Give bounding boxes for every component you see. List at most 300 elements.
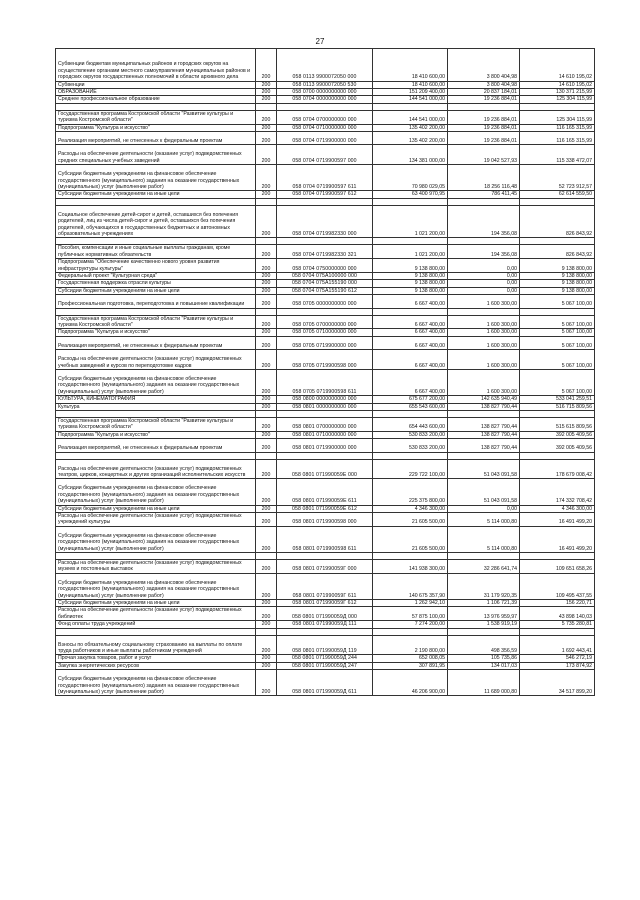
empty-cell [373,452,448,459]
empty-cell [373,411,448,418]
row-budget-code-cell: 058 0801 0700000000 000 [277,418,373,432]
empty-cell [56,452,256,459]
row-remainder-cell: 5 067 100,00 [520,315,595,329]
row-approved-cell: 135 402 200,00 [373,124,448,131]
empty-cell [277,198,373,205]
row-line-code-cell: 200 [256,96,277,103]
row-remainder-cell: 9 138 800,00 [520,273,595,280]
empty-cell [373,308,448,315]
row-budget-code-cell: 058 0801 071990059Е 612 [277,505,373,512]
row-executed-cell: 3 800 404,98 [448,81,520,88]
table-row [56,635,595,655]
row-budget-code-cell: 058 0801 071990059Д 000 [277,607,373,621]
row-remainder-cell: 156 220,71 [520,600,595,607]
row-budget-code-cell: 058 0700 0000000000 000 [277,89,373,96]
row-approved-cell: 225 375 800,00 [373,479,448,505]
empty-cell [56,628,256,635]
row-budget-code-cell: 058 0801 0719900598 611 [277,526,373,552]
row-executed-cell: 786 411,45 [448,191,520,198]
page-number: 27 [315,37,325,46]
row-approved-cell: 654 443 600,00 [373,418,448,432]
row-name-cell: Субсидии бюджетным учреждениям на финансовое обеспечение государственного (муниципального) задания на оказание государственных (муниципальных) услуг (выполнение работ) [56,670,256,696]
row-executed-cell: 31 179 920,35 [448,573,520,599]
row-remainder-cell: 125 304 115,99 [520,110,595,124]
row-remainder-cell: 125 304 115,99 [520,96,595,103]
row-name-cell: Пособия, компенсации и иные социальные выплаты гражданам, кроме публичных нормативных обязательств [56,245,256,259]
table-row [56,600,595,607]
table-row [56,403,595,410]
row-budget-code-cell: 058 0801 0719900000 000 [277,439,373,452]
row-executed-cell: 0,00 [448,280,520,287]
row-executed-cell: 19 042 527,93 [448,145,520,165]
empty-cell [373,198,448,205]
row-line-code-cell: 200 [256,205,277,238]
empty-cell [256,238,277,245]
row-name-cell: Государственная поддержка отрасли культуры [56,280,256,287]
table-row [56,273,595,280]
row-line-code-cell: 200 [256,459,277,479]
table-row [56,287,595,294]
table-row [56,191,595,198]
row-budget-code-cell: 058 0704 075A155190 612 [277,287,373,294]
row-remainder-cell: 515 615 809,56 [520,418,595,432]
row-budget-code-cell: 058 0705 0719900598 000 [277,350,373,370]
row-executed-cell: 138 827 790,44 [448,418,520,432]
row-remainder-cell: 16 491 499,20 [520,513,595,527]
row-executed-cell: 19 236 884,01 [448,132,520,145]
empty-row [56,628,595,635]
row-budget-code-cell: 058 0704 0719900597 000 [277,145,373,165]
row-line-code-cell: 200 [256,191,277,198]
row-approved-cell: 530 833 200,00 [373,431,448,438]
row-name-cell: Субсидии бюджетным учреждениям на финансовое обеспечение государственного (муниципального) задания на оказание государственных (муниципальных) услуг (выполнение работ) [56,479,256,505]
empty-cell [520,411,595,418]
empty-cell [520,198,595,205]
row-remainder-cell: 546 272,19 [520,655,595,662]
row-approved-cell: 6 667 400,00 [373,295,448,308]
row-budget-code-cell: 058 0705 0719900000 000 [277,336,373,349]
row-remainder-cell: 43 898 140,03 [520,607,595,621]
row-executed-cell: 13 976 959,97 [448,607,520,621]
empty-row [56,238,595,245]
row-line-code-cell: 200 [256,280,277,287]
row-budget-code-cell: 058 0801 071990059Г 611 [277,573,373,599]
table-row [56,662,595,669]
table-row [56,245,595,259]
empty-cell [56,308,256,315]
row-name-cell: Культура [56,403,256,410]
row-remainder-cell: 392 005 409,56 [520,439,595,452]
row-name-cell: Субсидии бюджетным учреждениям на финансовое обеспечение государственного (муниципального) задания на оказание государственных (муниципальных) услуг (выполнение работ) [56,573,256,599]
row-budget-code-cell: 058 0705 0000000000 000 [277,295,373,308]
row-remainder-cell: 4 346 300,00 [520,505,595,512]
empty-cell [448,308,520,315]
row-line-code-cell: 200 [256,560,277,574]
row-line-code-cell: 200 [256,245,277,259]
row-budget-code-cell: 058 0801 071990059Д 111 [277,621,373,628]
row-name-cell: Субсидии бюджетным учреждениям на иные цели [56,600,256,607]
row-executed-cell: 194 356,08 [448,245,520,259]
row-budget-code-cell: 058 0801 0719900598 000 [277,513,373,527]
empty-cell [256,628,277,635]
row-approved-cell: 46 206 900,00 [373,670,448,696]
row-line-code-cell: 200 [256,165,277,191]
table-row [56,205,595,238]
budget-table-body [56,49,595,696]
empty-cell [277,411,373,418]
budget-table [55,48,595,696]
row-executed-cell: 0,00 [448,287,520,294]
empty-cell [448,553,520,560]
empty-cell [448,411,520,418]
empty-cell [520,553,595,560]
table-row [56,621,595,628]
row-approved-cell: 21 605 500,00 [373,526,448,552]
row-remainder-cell: 109 651 658,26 [520,560,595,574]
row-approved-cell: 1 021 200,00 [373,205,448,238]
row-executed-cell: 138 827 790,44 [448,431,520,438]
row-approved-cell: 140 675 357,90 [373,573,448,599]
row-name-cell: Взносы по обязательному социальному страхованию на выплаты по оплате труда работников и иные выплаты работникам учреждений [56,635,256,655]
row-name-cell: Социальное обеспечение детей-сирот и детей, оставшихся без попечения родителей, лиц из числа детей-сирот и детей, оставшихся без попечения родителей, обучающихся в государственных бюджетных и автономных образовательных учреждениях [56,205,256,238]
row-remainder-cell: 178 679 008,42 [520,459,595,479]
empty-cell [277,238,373,245]
table-row [56,124,595,131]
row-approved-cell: 21 605 500,00 [373,513,448,527]
row-name-cell: Государственная программа Костромской области "Развитие культуры и туризма Костромской области" [56,315,256,329]
table-row [56,165,595,191]
empty-cell [277,103,373,110]
table-row [56,505,595,512]
row-budget-code-cell: 058 0113 9900072050 000 [277,49,373,82]
row-name-cell: Расходы на обеспечение деятельности (оказание услуг) подведомственных средних специальных учебных заведений [56,145,256,165]
row-executed-cell: 1 600 300,00 [448,329,520,336]
row-remainder-cell: 5 067 100,00 [520,350,595,370]
row-executed-cell: 0,00 [448,273,520,280]
row-executed-cell: 498 356,59 [448,635,520,655]
table-row [56,89,595,96]
row-remainder-cell: 14 610 195,02 [520,49,595,82]
row-remainder-cell: 9 138 800,00 [520,287,595,294]
row-name-cell: Субсидии бюджетным учреждениям на иные цели [56,287,256,294]
row-line-code-cell: 200 [256,370,277,396]
empty-cell [277,452,373,459]
row-line-code-cell: 200 [256,479,277,505]
empty-cell [256,308,277,315]
row-name-cell: Расходы на обеспечение деятельности (оказание услуг) подведомственных библиотек [56,607,256,621]
table-row [56,295,595,308]
row-executed-cell: 138 827 790,44 [448,403,520,410]
row-budget-code-cell: 058 0704 0719900000 000 [277,132,373,145]
row-budget-code-cell: 058 0801 071990059Е 611 [277,479,373,505]
row-remainder-cell: 130 371 215,99 [520,89,595,96]
row-name-cell: Субвенции бюджетам муниципальных районов и городских округов на осуществление органами местного самоуправления муниципальных районов и городских округов государственных полномочий в области архивного дела [56,49,256,82]
row-line-code-cell: 200 [256,635,277,655]
row-budget-code-cell: 058 0704 075A100000 000 [277,273,373,280]
empty-row [56,308,595,315]
row-approved-cell: 6 667 400,00 [373,336,448,349]
row-executed-cell: 142 635 940,49 [448,396,520,403]
row-name-cell: Расходы на обеспечение деятельности (оказание услуг) подведомственных музеев и постоянных выставок [56,560,256,574]
row-budget-code-cell: 058 0704 0750000000 000 [277,259,373,273]
row-name-cell: КУЛЬТУРА, КИНЕМАТОГРАФИЯ [56,396,256,403]
row-remainder-cell: 14 610 195,02 [520,81,595,88]
empty-cell [56,103,256,110]
row-name-cell: Субсидии бюджетным учреждениям на финансовое обеспечение государственного (муниципального) задания на оказание государственных (муниципальных) услуг (выполнение работ) [56,165,256,191]
row-approved-cell: 57 875 100,00 [373,607,448,621]
empty-cell [520,308,595,315]
row-budget-code-cell: 058 0801 0710000000 000 [277,431,373,438]
row-executed-cell: 105 735,86 [448,655,520,662]
row-executed-cell: 18 256 116,48 [448,165,520,191]
empty-cell [56,553,256,560]
row-remainder-cell: 5 067 100,00 [520,295,595,308]
row-executed-cell: 0,00 [448,505,520,512]
row-approved-cell: 1 262 942,10 [373,600,448,607]
row-budget-code-cell: 058 0801 071990059Д 119 [277,635,373,655]
row-executed-cell: 19 236 884,01 [448,96,520,103]
row-approved-cell: 6 667 400,00 [373,350,448,370]
row-budget-code-cell: 058 0704 0719982330 000 [277,205,373,238]
row-remainder-cell: 173 874,92 [520,662,595,669]
row-approved-cell: 6 667 400,00 [373,315,448,329]
table-row [56,573,595,599]
empty-cell [373,103,448,110]
empty-cell [256,411,277,418]
row-name-cell: Расходы на обеспечение деятельности (оказание услуг) подведомственных учебных заведений и курсов по переподготовке кадров [56,350,256,370]
row-remainder-cell: 516 715 809,56 [520,403,595,410]
empty-cell [448,628,520,635]
row-remainder-cell: 826 843,92 [520,205,595,238]
row-executed-cell: 19 236 884,01 [448,110,520,124]
row-name-cell: Реализация мероприятий, не отнесенных к федеральным проектам [56,132,256,145]
row-name-cell: Среднее профессиональное образование [56,96,256,103]
row-line-code-cell: 200 [256,403,277,410]
row-remainder-cell: 16 491 499,20 [520,526,595,552]
row-line-code-cell: 200 [256,621,277,628]
table-row [56,607,595,621]
row-name-cell: Субсидии бюджетным учреждениям на иные цели [56,191,256,198]
empty-row [56,553,595,560]
row-executed-cell: 3 800 404,98 [448,49,520,82]
row-name-cell: Субвенции [56,81,256,88]
row-executed-cell: 138 827 790,44 [448,439,520,452]
row-name-cell: Фонд оплаты труда учреждений [56,621,256,628]
row-approved-cell: 7 274 200,00 [373,621,448,628]
row-line-code-cell: 200 [256,89,277,96]
row-name-cell: Подпрограмма "Культура и искусство" [56,124,256,131]
row-approved-cell: 229 722 100,00 [373,459,448,479]
row-remainder-cell: 116 165 315,99 [520,132,595,145]
empty-cell [520,103,595,110]
empty-cell [277,628,373,635]
row-approved-cell: 655 543 600,00 [373,403,448,410]
table-row [56,396,595,403]
row-executed-cell: 0,00 [448,259,520,273]
row-approved-cell: 4 346 300,00 [373,505,448,512]
table-row [56,418,595,432]
row-remainder-cell: 116 165 315,99 [520,124,595,131]
table-row [56,329,595,336]
row-line-code-cell: 200 [256,132,277,145]
row-line-code-cell: 200 [256,350,277,370]
row-approved-cell: 151 209 400,00 [373,89,448,96]
table-row [56,350,595,370]
row-executed-cell: 1 600 300,00 [448,370,520,396]
row-remainder-cell: 5 067 100,00 [520,336,595,349]
row-budget-code-cell: 058 0704 0710000000 000 [277,124,373,131]
row-line-code-cell: 200 [256,259,277,273]
row-remainder-cell: 109 495 437,55 [520,573,595,599]
empty-cell [256,452,277,459]
row-executed-cell: 5 114 000,80 [448,513,520,527]
row-budget-code-cell: 058 0704 0719900597 611 [277,165,373,191]
empty-cell [448,103,520,110]
row-budget-code-cell: 058 0801 071990059Г 612 [277,600,373,607]
table-row [56,280,595,287]
row-line-code-cell: 200 [256,505,277,512]
row-name-cell: Подпрограмма "Культура и искусство" [56,431,256,438]
row-remainder-cell: 826 843,92 [520,245,595,259]
row-name-cell: Подпрограмма "Культура и искусство" [56,329,256,336]
row-approved-cell: 70 980 029,05 [373,165,448,191]
row-line-code-cell: 200 [256,526,277,552]
row-line-code-cell: 200 [256,573,277,599]
row-budget-code-cell: 058 0113 9900072050 530 [277,81,373,88]
table-row [56,259,595,273]
row-executed-cell: 51 043 091,58 [448,479,520,505]
row-budget-code-cell: 058 0704 075A155190 000 [277,280,373,287]
row-line-code-cell: 200 [256,329,277,336]
row-executed-cell: 1 600 300,00 [448,315,520,329]
table-row [56,96,595,103]
row-executed-cell: 1 600 300,00 [448,336,520,349]
row-line-code-cell: 200 [256,513,277,527]
row-budget-code-cell: 058 0801 0000000000 000 [277,403,373,410]
row-remainder-cell: 5 067 100,00 [520,329,595,336]
row-line-code-cell: 200 [256,145,277,165]
row-approved-cell: 18 410 600,00 [373,49,448,82]
row-name-cell: Закупка энергетических ресурсов [56,662,256,669]
table-row [56,132,595,145]
row-line-code-cell: 200 [256,315,277,329]
row-approved-cell: 652 008,05 [373,655,448,662]
table-row [56,370,595,396]
empty-cell [448,238,520,245]
empty-cell [520,452,595,459]
row-remainder-cell: 34 517 899,20 [520,670,595,696]
empty-cell [56,238,256,245]
row-approved-cell: 1 021 200,00 [373,245,448,259]
row-budget-code-cell: 058 0704 0700000000 000 [277,110,373,124]
row-remainder-cell: 533 041 259,51 [520,396,595,403]
row-line-code-cell: 200 [256,662,277,669]
row-executed-cell: 1 600 300,00 [448,295,520,308]
row-budget-code-cell: 058 0705 0700000000 000 [277,315,373,329]
row-name-cell: Профессиональная подготовка, переподготовка и повышение квалификации [56,295,256,308]
table-row [56,49,595,82]
row-executed-cell: 194 356,08 [448,205,520,238]
row-approved-cell: 141 938 300,00 [373,560,448,574]
empty-row [56,452,595,459]
table-row [56,655,595,662]
row-budget-code-cell: 058 0705 0710000000 000 [277,329,373,336]
table-row [56,670,595,696]
row-executed-cell: 20 837 184,01 [448,89,520,96]
row-line-code-cell: 200 [256,124,277,131]
row-line-code-cell: 200 [256,396,277,403]
row-line-code-cell: 200 [256,287,277,294]
row-approved-cell: 9 138 800,00 [373,280,448,287]
row-budget-code-cell: 058 0704 0719900597 612 [277,191,373,198]
row-executed-cell: 134 017,03 [448,662,520,669]
table-row [56,439,595,452]
table-row [56,81,595,88]
row-line-code-cell: 200 [256,336,277,349]
row-name-cell: Расходы на обеспечение деятельности (оказание услуг) подведомственных театров, цирков, концертных и других организаций исполнительских искусств [56,459,256,479]
row-executed-cell: 19 236 884,01 [448,124,520,131]
empty-cell [373,553,448,560]
row-line-code-cell: 200 [256,273,277,280]
row-approved-cell: 63 400 970,95 [373,191,448,198]
table-row [56,145,595,165]
row-approved-cell: 9 138 800,00 [373,259,448,273]
row-budget-code-cell: 058 0801 071990059Е 000 [277,459,373,479]
empty-row [56,411,595,418]
row-approved-cell: 144 541 000,00 [373,96,448,103]
row-name-cell: Субсидии бюджетным учреждениям на иные цели [56,505,256,512]
row-line-code-cell: 200 [256,670,277,696]
empty-row [56,103,595,110]
row-budget-code-cell: 058 0801 071990059Г 000 [277,560,373,574]
table-row [56,479,595,505]
row-remainder-cell: 115 338 472,07 [520,145,595,165]
row-name-cell: Государственная программа Костромской области "Развитие культуры и туризма Костромской области" [56,110,256,124]
table-row [56,315,595,329]
row-remainder-cell: 1 692 443,41 [520,635,595,655]
row-approved-cell: 6 667 400,00 [373,370,448,396]
empty-cell [373,628,448,635]
row-approved-cell: 675 677 200,00 [373,396,448,403]
row-executed-cell: 1 538 919,19 [448,621,520,628]
row-approved-cell: 9 138 800,00 [373,287,448,294]
empty-cell [373,238,448,245]
table-row [56,336,595,349]
row-remainder-cell: 9 138 800,00 [520,280,595,287]
row-executed-cell: 1 600 300,00 [448,350,520,370]
table-row [56,431,595,438]
row-remainder-cell: 392 005 409,56 [520,431,595,438]
empty-cell [256,198,277,205]
row-remainder-cell: 5 735 280,81 [520,621,595,628]
row-approved-cell: 144 541 000,00 [373,110,448,124]
row-name-cell: Реализация мероприятий, не отнесенных к федеральным проектам [56,439,256,452]
row-approved-cell: 6 667 400,00 [373,329,448,336]
row-approved-cell: 134 381 000,00 [373,145,448,165]
empty-cell [448,452,520,459]
row-budget-code-cell: 058 0801 071990059Д 611 [277,670,373,696]
row-approved-cell: 307 891,95 [373,662,448,669]
table-row [56,526,595,552]
empty-cell [256,103,277,110]
row-remainder-cell: 52 723 912,57 [520,165,595,191]
row-line-code-cell: 200 [256,607,277,621]
row-name-cell: Подпрограмма "Обеспечение качественно нового уровня развития инфраструктуры культуры" [56,259,256,273]
row-approved-cell: 135 402 200,00 [373,132,448,145]
row-line-code-cell: 200 [256,431,277,438]
row-budget-code-cell: 058 0704 0000000000 000 [277,96,373,103]
row-budget-code-cell: 058 0801 071990059Д 247 [277,662,373,669]
